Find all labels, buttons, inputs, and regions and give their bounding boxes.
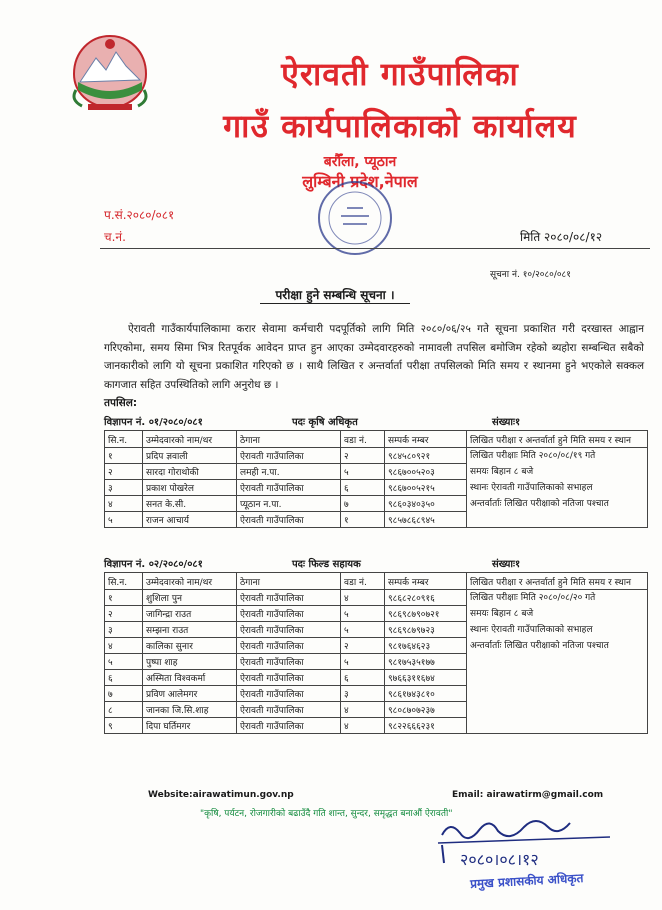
serial-cell: ७	[105, 686, 143, 702]
contact-cell: ९८६१७४३८१०	[385, 686, 467, 702]
column-header: सम्पर्क नम्बर	[385, 431, 467, 448]
post-name: पदः कृषि अधिकृत	[292, 417, 358, 428]
contact-cell: ९८१७५३५१७७	[385, 654, 467, 670]
serial-cell: ६	[105, 670, 143, 686]
serial-cell: ५	[105, 654, 143, 670]
slogan: "कृषि, पर्यटन, रोजगारीको बढाउँदै गति शान्त, सुन्दर, समृद्धत बनाऔं ऐरावती"	[200, 809, 453, 819]
address-cell: ऐरावती गाउँपालिका	[237, 512, 341, 528]
serial-cell: १	[105, 448, 143, 464]
ward-cell: २	[341, 448, 385, 464]
name-cell: शुशिला पुन	[143, 590, 237, 606]
contact-cell: ९८६०३४०३५०	[385, 496, 467, 512]
column-header: लिखित परीक्षा र अन्तर्वार्ता हुने मिति समय र स्थान	[467, 573, 648, 590]
ad-2-candidate-table	[104, 572, 648, 734]
column-header: सि.न.	[105, 431, 143, 448]
contact-cell: ९८६९८७९०७२१	[385, 606, 467, 622]
ward-cell: ६	[341, 670, 385, 686]
address-line-2: लुम्बिनी प्रदेश,नेपाल	[302, 172, 418, 191]
ward-cell: ४	[341, 718, 385, 734]
contact-cell: ९८६७००५२१५	[385, 480, 467, 496]
schedule-line: लिखित परीक्षाः मिति २०८०/०८/१९ गते	[470, 451, 596, 461]
ward-cell: ५	[341, 622, 385, 638]
name-cell: कालिका सुनार	[143, 638, 237, 654]
dispatch-number: च.नं.	[104, 230, 126, 244]
column-header: सि.न.	[105, 573, 143, 590]
address-cell: ऐरावती गाउँपालिका	[237, 638, 341, 654]
address-cell: ऐरावती गाउँपालिका	[237, 606, 341, 622]
contact-cell: ९८६८२८०९१६	[385, 590, 467, 606]
serial-cell: २	[105, 464, 143, 480]
details-label: तपसिल:	[104, 397, 138, 409]
contact-cell: ९८६७००५२०३	[385, 464, 467, 480]
ad-number: विज्ञापन नं. ०२/२०८०/०८१	[104, 559, 203, 570]
address-cell: ऐरावती गाउँपालिका	[237, 670, 341, 686]
name-cell: जानका जि.सि.शाह	[143, 702, 237, 718]
name-cell: राजन आचार्य	[143, 512, 237, 528]
signatory-title: प्रमुख प्रशासकीय अधिकृत	[469, 871, 584, 891]
address-cell: ऐरावती गाउँपालिका	[237, 718, 341, 734]
ward-cell: २	[341, 638, 385, 654]
column-header: वडा नं.	[341, 573, 385, 590]
address-cell: ऐरावती गाउँपालिका	[237, 480, 341, 496]
post-name: पदः फिल्ड सहायक	[292, 559, 361, 570]
signature-icon	[420, 815, 620, 870]
table-header-row	[105, 431, 648, 448]
name-cell: सम्झना राउत	[143, 622, 237, 638]
notice-number: सूचना नं. १०/२०८०/०८१	[490, 270, 571, 280]
ward-cell: ४	[341, 590, 385, 606]
schedule-line: अन्तर्वार्ताः लिखित परीक्षाको नतिजा पश्चात	[470, 499, 609, 509]
serial-cell: १	[105, 590, 143, 606]
serial-cell: ३	[105, 622, 143, 638]
name-cell: सारदा गोराथोकी	[143, 464, 237, 480]
name-cell: सनत के.सी.	[143, 496, 237, 512]
ward-cell: ५	[341, 464, 385, 480]
column-header: ठेगाना	[237, 431, 341, 448]
notice-title: परीक्षा हुने सम्बन्धि सूचना ।	[260, 286, 410, 304]
office-name: ऐरावती गाउँपालिका	[281, 55, 519, 93]
website-link[interactable]: Website:airawatimun.gov.np	[148, 790, 294, 800]
ward-cell: ५	[341, 654, 385, 670]
address-cell: ऐरावती गाउँपालिका	[237, 702, 341, 718]
address-line-1: बरौँला, प्यूठान	[323, 154, 397, 170]
contact-cell: ९८२२६६६२३१	[385, 718, 467, 734]
name-cell: प्रविण आलेमगर	[143, 686, 237, 702]
column-header: लिखित परीक्षा र अन्तर्वार्ता हुने मिति समय र स्थान	[467, 431, 648, 448]
ward-cell: ६	[341, 480, 385, 496]
header-divider	[100, 248, 650, 249]
post-count: संख्याः१	[492, 417, 521, 428]
ad-number: विज्ञापन नं. ०१/२०८०/०८१	[104, 417, 203, 428]
serial-cell: ४	[105, 638, 143, 654]
address-cell: ऐरावती गाउँपालिका	[237, 590, 341, 606]
name-cell: पुष्पा शाह	[143, 654, 237, 670]
serial-cell: ३	[105, 480, 143, 496]
ward-cell: ५	[341, 606, 385, 622]
ward-cell: ४	[341, 702, 385, 718]
serial-cell: ९	[105, 718, 143, 734]
name-cell: दिपा घर्तिमगर	[143, 718, 237, 734]
column-header: वडा नं.	[341, 431, 385, 448]
contact-cell: ९८०८७०७२३७	[385, 702, 467, 718]
schedule-line: समयः बिहान ८ बजे	[470, 467, 534, 477]
exam-schedule-cell	[467, 448, 648, 528]
name-cell: जागिन्द्रा राउत	[143, 606, 237, 622]
schedule-line: लिखित परीक्षाः मिति २०८०/०८/२० गते	[470, 593, 596, 603]
table-row	[105, 590, 648, 606]
contact-cell: ९७६६३११६७४	[385, 670, 467, 686]
column-header: ठेगाना	[237, 573, 341, 590]
signature-date: २०८०।०८।१२	[460, 850, 539, 869]
reference-number: प.सं.२०८०/०८१	[104, 208, 175, 222]
serial-cell: २	[105, 606, 143, 622]
serial-cell: ८	[105, 702, 143, 718]
contact-cell: ९८१७६४६२३	[385, 638, 467, 654]
ad-1-candidate-table	[104, 430, 648, 528]
ward-cell: ७	[341, 496, 385, 512]
name-cell: अस्मिता विश्वकर्मा	[143, 670, 237, 686]
ward-cell: ३	[341, 686, 385, 702]
schedule-line: स्थानः ऐरावती गाउँपालिकाको सभाहल	[470, 625, 593, 635]
address-cell: ऐरावती गाउँपालिका	[237, 686, 341, 702]
contact-cell: ९८४५८०९२१	[385, 448, 467, 464]
exam-schedule-cell	[467, 590, 648, 734]
notice-body: ऐरावती गाउँकार्यपालिकामा करार सेवामा कर्मचारी पदपूर्तिको लागि मिति २०८०/०६/२५ गते सूचना प्रकाशित गरी दरखास्त आह्वान गरिएकोमा, समय सिमा भित्र रितपूर्वक आवेदन प्राप्त हुन आएका उम्मेदवारहरुको नामावली तपसिल बमोजिम रहेको ब्यहोरा सम्बन्धित सबैको जानकारीको लागि यो सूचना प्रकाशित गरिएको छ । साथै लिखित र अन्तर्वार्ता परीक्षा तपसिलको मिति समय र स्थानमा हुने भएकोले सक्कल कागजात सहित उपस्थितिको लागि अनुरोध छ ।	[104, 323, 644, 391]
ward-cell: १	[341, 512, 385, 528]
contact-cell: ९८६९८७९७२३	[385, 622, 467, 638]
office-subtitle: गाउँ कार्यपालिकाको कार्यालय	[223, 107, 577, 145]
address-cell: ऐरावती गाउँपालिका	[237, 654, 341, 670]
address-cell: ऐरावती गाउँपालिका	[237, 448, 341, 464]
letter-date: मिति २०८०/०८/१२	[520, 230, 603, 244]
schedule-line: स्थानः ऐरावती गाउँपालिकाको सभाहल	[470, 483, 593, 493]
office-stamp-icon	[315, 178, 395, 258]
schedule-line: समयः बिहान ८ बजे	[470, 609, 534, 619]
serial-cell: ४	[105, 496, 143, 512]
email-link[interactable]: Email: airawatirm@gmail.com	[452, 790, 604, 800]
table-row	[105, 448, 648, 464]
name-cell: प्रदिप ज्ञवाली	[143, 448, 237, 464]
address-cell: लमही न.पा.	[237, 464, 341, 480]
address-cell: ऐरावती गाउँपालिका	[237, 622, 341, 638]
column-header: उम्मेदवारको नाम/थर	[143, 573, 237, 590]
column-header: उम्मेदवारको नाम/थर	[143, 431, 237, 448]
post-count: संख्याः१	[492, 559, 521, 570]
contact-cell: ९८५७८६८९४५	[385, 512, 467, 528]
column-header: सम्पर्क नम्बर	[385, 573, 467, 590]
name-cell: प्रकाश पोखरेल	[143, 480, 237, 496]
serial-cell: ५	[105, 512, 143, 528]
schedule-line: अन्तर्वार्ताः लिखित परीक्षाको नतिजा पश्चात	[470, 641, 609, 651]
table-header-row	[105, 573, 648, 590]
address-cell: प्यूठान न.पा.	[237, 496, 341, 512]
